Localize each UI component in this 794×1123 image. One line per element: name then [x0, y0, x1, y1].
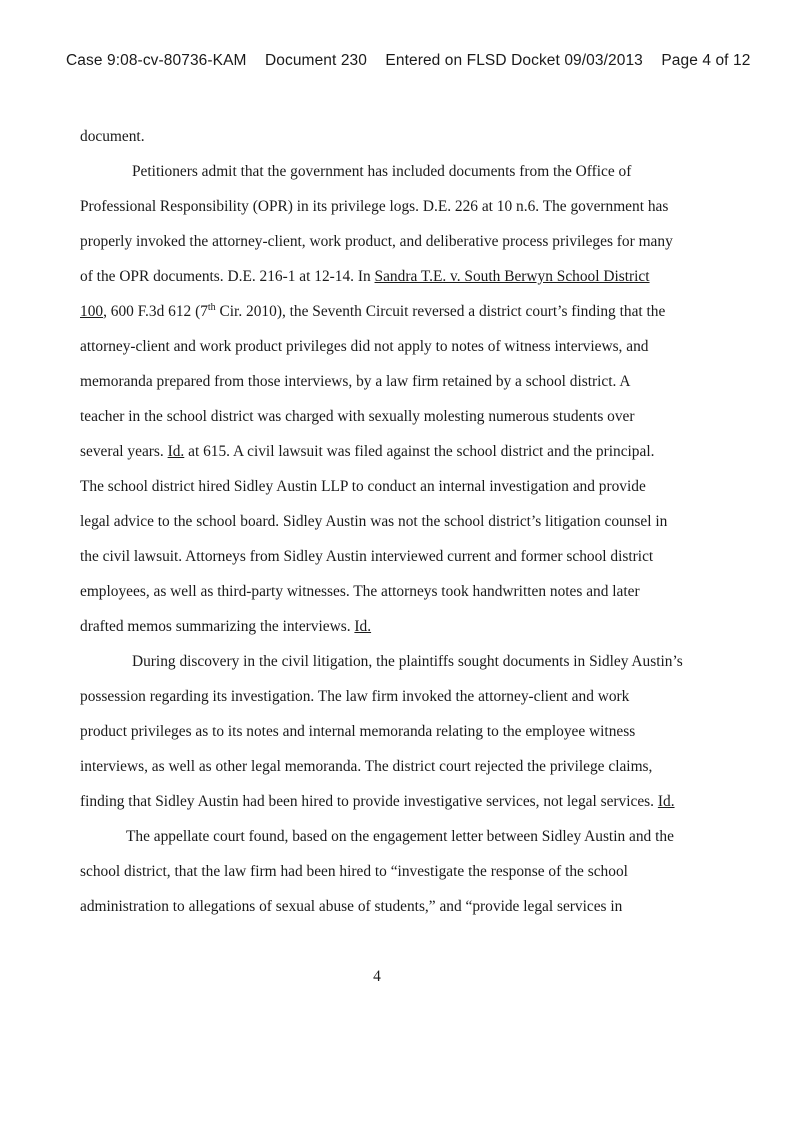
docket-entry: Entered on FLSD Docket 09/03/2013	[385, 52, 643, 69]
text-line: 100, 600 F.3d 612 (7th Cir. 2010), the Seventh Circuit reversed a district court’s finding that the	[80, 301, 666, 320]
paragraph-start: The appellate court found, based on the engagement letter between Sidley Austin and the	[126, 828, 674, 845]
id-citation: Id.	[657, 793, 675, 810]
case-citation-cont: 100	[80, 303, 104, 320]
text-line: finding that Sidley Austin had been hired to provide investigative services, not legal services. Id.	[80, 793, 675, 810]
text-line: teacher in the school district was charged with sexually molesting numerous students over	[80, 408, 635, 425]
document-number: Document 230	[264, 52, 367, 69]
text-line: product privileges as to its notes and internal memoranda relating to the employee witness	[80, 723, 636, 740]
text-line: memoranda prepared from those interviews, by a law firm retained by a school district. A	[80, 373, 631, 390]
case-number: Case 9:08-cv-80736-KAM	[66, 52, 247, 69]
docket-header	[66, 52, 751, 70]
text-line: drafted memos summarizing the interviews. Id.	[80, 618, 372, 635]
text-line: possession regarding its investigation. The law firm invoked the attorney-client and work	[80, 688, 630, 705]
paragraph-start: Petitioners admit that the government has included documents from the Office of	[132, 163, 632, 180]
text-line: Professional Responsibility (OPR) in its privilege logs. D.E. 226 at 10 n.6. The government has	[80, 198, 669, 215]
page-number: 4	[373, 968, 381, 985]
page-of-total: Page 4 of 12	[661, 52, 751, 69]
text-line: employees, as well as third-party witnesses. The attorneys took handwritten notes and later	[80, 583, 640, 600]
id-citation: Id.	[354, 618, 372, 635]
text-line: school district, that the law firm had been hired to “investigate the response of the school	[80, 863, 628, 880]
text-line: administration to allegations of sexual abuse of students,” and “provide legal services in	[80, 898, 623, 915]
text-line: The school district hired Sidley Austin LLP to conduct an internal investigation and provide	[80, 478, 646, 495]
text-line: the civil lawsuit. Attorneys from Sidley Austin interviewed current and former school district	[80, 548, 654, 565]
text-line: interviews, as well as other legal memoranda. The district court rejected the privilege claims,	[80, 758, 653, 775]
text-line: properly invoked the attorney-client, work product, and deliberative process privileges for many	[80, 233, 673, 250]
document-body	[80, 119, 684, 924]
paragraph-start: During discovery in the civil litigation, the plaintiffs sought documents in Sidley Austin’s	[132, 653, 683, 670]
text-line: of the OPR documents. D.E. 216-1 at 12-14. In Sandra T.E. v. South Berwyn School District	[80, 268, 650, 285]
text-line: legal advice to the school board. Sidley Austin was not the school district’s litigation counsel in	[80, 513, 668, 530]
text-line: attorney-client and work product privileges did not apply to notes of witness interviews, and	[80, 338, 649, 355]
case-citation: Sandra T.E. v. South Berwyn School District	[374, 268, 650, 285]
text-line: document.	[80, 128, 145, 145]
text-line: several years. Id. at 615. A civil lawsuit was filed against the school district and the principal.	[80, 443, 655, 460]
id-citation: Id.	[167, 443, 185, 460]
